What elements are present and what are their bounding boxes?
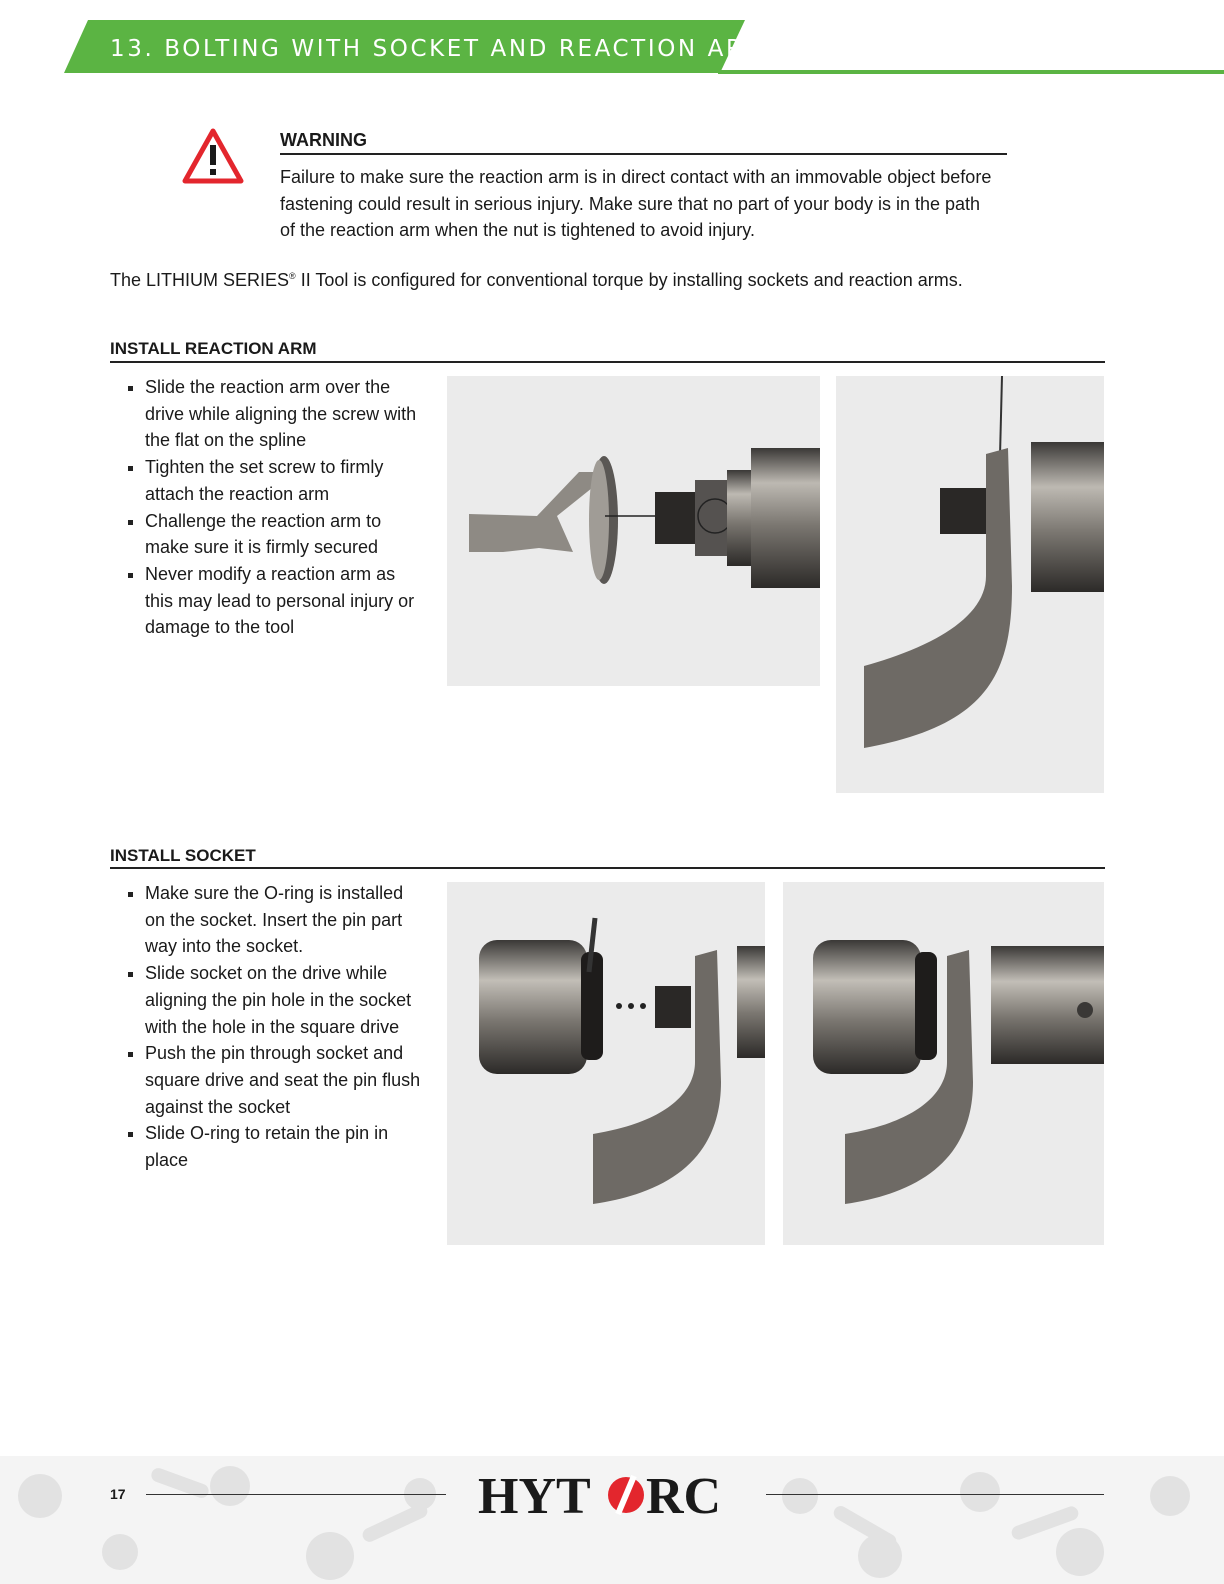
- reaction-arm-steps: [128, 374, 428, 641]
- install-socket-title: INSTALL SOCKET: [110, 846, 256, 865]
- intro-paragraph: The LITHIUM SERIES® II Tool is configured for conventional torque by installing sockets and reaction arms.: [110, 270, 963, 290]
- list-item: Push the pin through socket and square drive and seat the pin flush against the socket: [128, 1040, 428, 1120]
- section-divider: [110, 361, 1105, 363]
- page-number: 17: [110, 1486, 126, 1502]
- registered-mark: ®: [289, 271, 296, 281]
- hytorc-logo: [478, 1466, 740, 1524]
- list-item: Make sure the O-ring is installed on the socket. Insert the pin part way into the socket.: [128, 880, 428, 960]
- list-item: Never modify a reaction arm as this may lead to personal injury or damage to the tool: [128, 561, 428, 641]
- section-divider: [110, 867, 1105, 869]
- socket-steps: [128, 880, 428, 1174]
- socket-exploded-photo: [447, 882, 765, 1245]
- warning-divider: [280, 153, 1007, 155]
- list-item: Tighten the set screw to firmly attach the reaction arm: [128, 454, 428, 507]
- footer-divider-left: [146, 1494, 446, 1495]
- section-heading: 13. BOLTING WITH SOCKET AND REACTION ARM: [110, 36, 767, 62]
- warning-text: Failure to make sure the reaction arm is in direct contact with an immovable object before fastening could result in serious injury. Make sure that no part of your body is in the path of the reaction arm when the nut is tightened to avoid injury.: [280, 167, 992, 240]
- list-item: Challenge the reaction arm to make sure it is firmly secured: [128, 508, 428, 561]
- list-item: Slide socket on the drive while aligning the pin hole in the socket with the hole in the square drive: [128, 960, 428, 1040]
- install-reaction-arm-title: INSTALL REACTION ARM: [110, 339, 317, 358]
- logo-o-mark: [608, 1476, 644, 1514]
- footer-divider-right: [766, 1494, 1104, 1495]
- logo-text-right: RC: [646, 1468, 722, 1524]
- list-item: Slide O-ring to retain the pin in place: [128, 1120, 428, 1173]
- reaction-arm-installed-photo: [836, 376, 1104, 793]
- socket-installed-photo: [783, 882, 1104, 1245]
- logo-text-left: HYT: [478, 1468, 591, 1524]
- warning-title: WARNING: [280, 130, 367, 150]
- warning-triangle-icon: [182, 128, 244, 184]
- reaction-arm-exploded-photo: [447, 376, 820, 686]
- list-item: Slide the reaction arm over the drive while aligning the screw with the flat on the spline: [128, 374, 428, 454]
